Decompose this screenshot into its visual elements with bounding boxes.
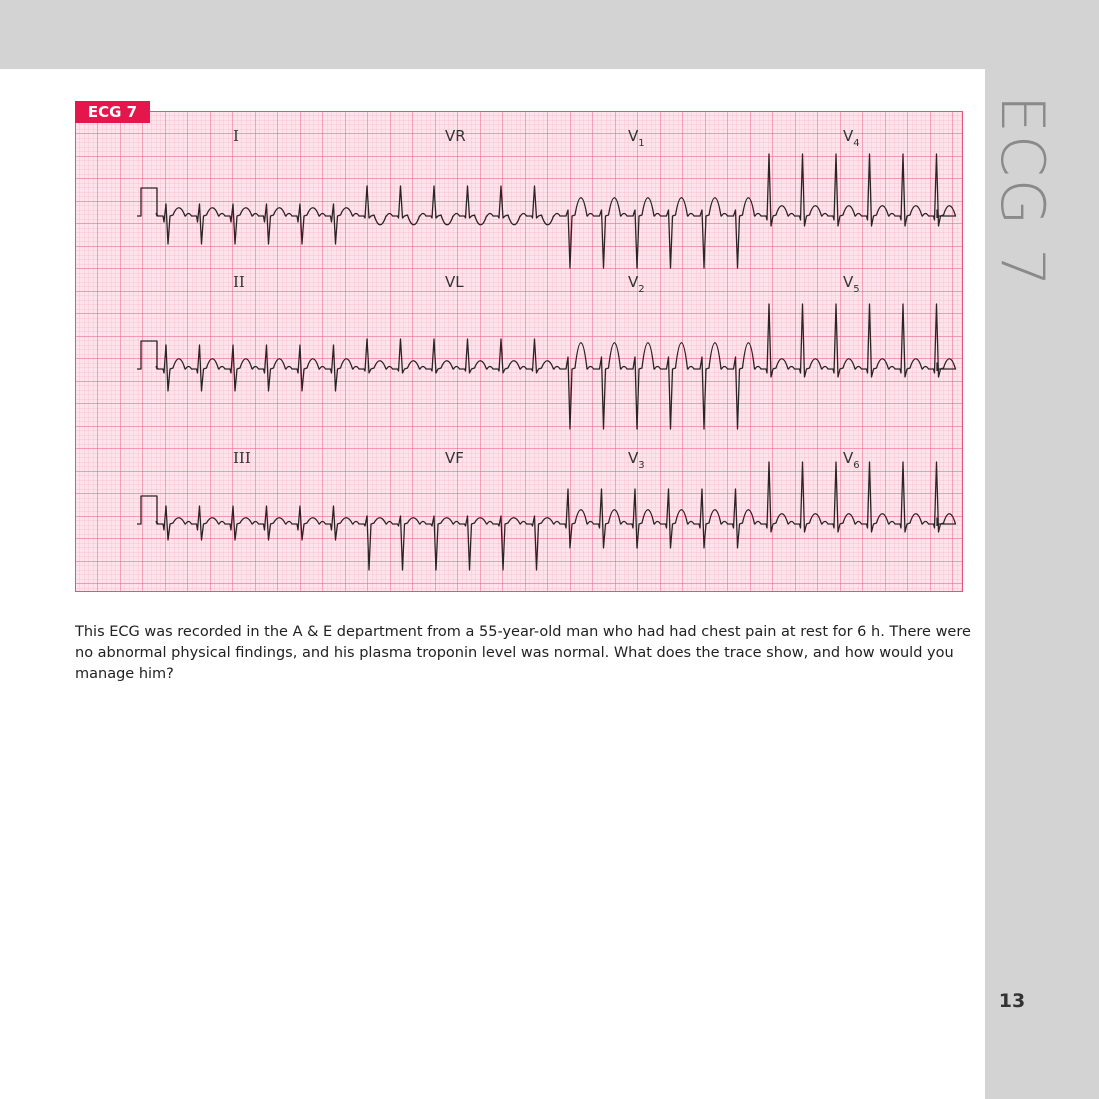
lead-label: VF — [445, 449, 464, 467]
top-band — [0, 0, 1099, 69]
lead-label-subscript: 5 — [853, 284, 860, 295]
lead-label-subscript: 2 — [638, 284, 645, 295]
page-number: 13 — [998, 990, 1026, 1012]
lead-label: $V_1$ — [628, 127, 645, 149]
question-caption: This ECG was recorded in the A & E department from a 55-year-old man who had had chest pain at rest for 6 h. There were no abnormal physical findings, and his plasma troponin level was normal. What does the trace show, and how would you manage him? — [75, 624, 971, 682]
lead-label: VL — [445, 273, 464, 291]
lead-label: $V_2$ — [628, 273, 645, 295]
lead-label-subscript: 1 — [638, 138, 645, 149]
ecg-figure — [75, 111, 963, 592]
ecg-trace-svg — [75, 111, 963, 592]
lead-label: $V_3$ — [628, 449, 645, 471]
side-title: ECG 7 — [987, 95, 1057, 289]
lead-label-subscript: 4 — [853, 138, 860, 149]
lead-label: VR — [445, 127, 466, 145]
lead-label-subscript: 6 — [853, 460, 860, 471]
lead-label: $V_6$ — [843, 449, 860, 471]
ecg-tag: ECG 7 — [75, 101, 150, 123]
lead-label: $V_4$ — [843, 127, 860, 149]
lead-label: II — [233, 273, 245, 291]
lead-label-subscript: 3 — [638, 460, 645, 471]
lead-label: III — [233, 449, 251, 467]
lead-label: I — [233, 127, 239, 145]
lead-label: $V_5$ — [843, 273, 860, 295]
